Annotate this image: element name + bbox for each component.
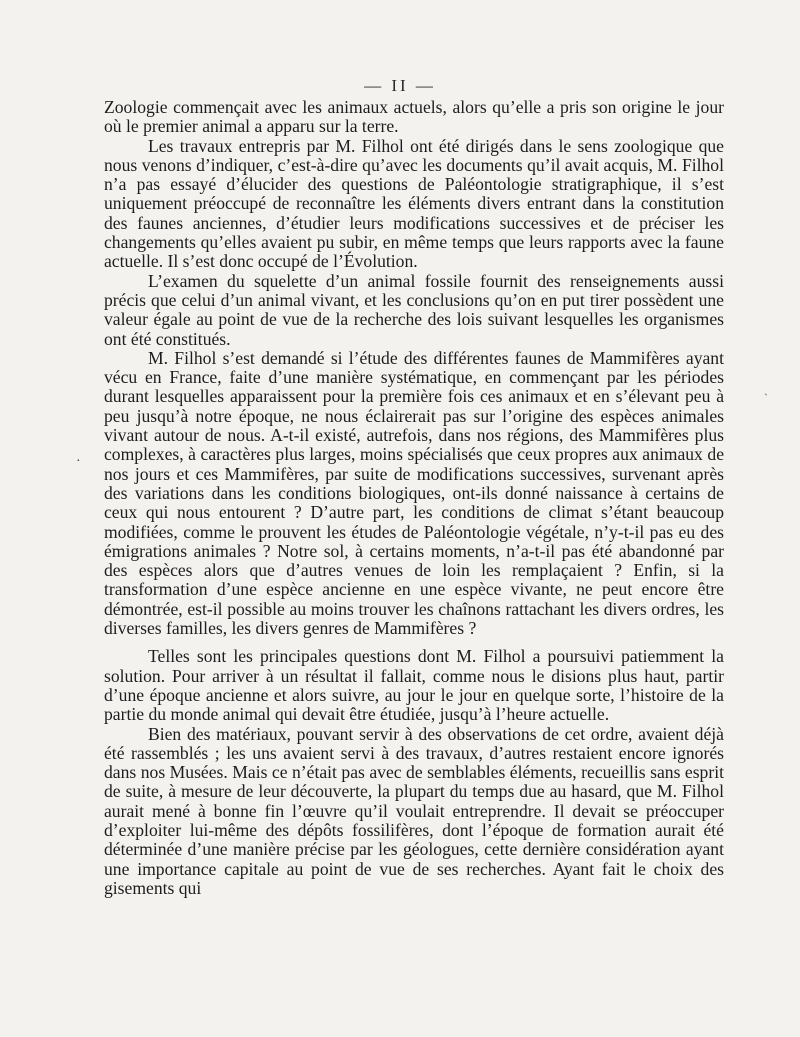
paragraph-3: L’examen du squelette d’un animal fossile fournit des renseignements aussi précis que celui d’un animal vivant, et les conclusions qu’on en put tirer possèdent une valeur égale au point de vue de la recherche des lois suivant lesquelles les organismes ont été constitués. [104, 270, 724, 349]
paragraph-2: Les travaux entrepris par M. Filhol ont été dirigés dans le sens zoologique que nous venons d’indiquer, c’est-à-dire qu’avec les documents qu’il avait acquis, M. Filhol n’a pas essayé d’élucider des questions de Paléontologie stratigraphique, il s’est uniquement préoccupé de reconnaître les éléments divers entrant dans la constitution des faunes anciennes, d’étudier leurs modifications successives et de préciser les changements qu’elles avaient pu subir, en même temps que leurs rapports avec la faune actuelle. Il s’est donc occupé de l’Évolution. [104, 135, 724, 272]
margin-dot: · [76, 454, 81, 469]
paragraph-6: Bien des matériaux, pouvant servir à des observations de cet ordre, avaient déjà été rassemblés ; les uns avaient servi à des travaux, d’autres restaient encore ignorés dans nos Musées. Mais ce n’était pas avec de semblables éléments, recueillis sans esprit de suite, à mesure de leur découverte, la plupart du temps due au hasard, que M. Filhol aurait mené à bonne fin l’œuvre qu’il voulait entreprendre. Il devait se préoccuper d’exploiter lui-même des dépôts fossilifères, dont l’époque de formation aurait été déterminée d’une manière précise par les géologues, cette dernière considération ayant une importance capitale au point de vue de ses recherches. Ayant fait le choix des gisements qui [104, 723, 724, 898]
paragraph-5: Telles sont les principales questions dont M. Filhol a poursuivi patiemment la solution. Pour arriver à un résultat il fallait, comme nous le disions plus haut, partir d’une époque ancienne et alors suivre, au jour le jour en quelque sorte, l’histoire de la partie du monde animal qui devait être étudiée, jusqu’à l’heure actuelle. [104, 646, 724, 725]
paragraph-4: M. Filhol s’est demandé si l’étude des différentes faunes de Mammifères ayant vécu en France, faite d’une manière systématique, en commençant par les périodes durant lesquelles apparaissent pour la première fois ces animaux et en s’élevant peu à peu jusqu’à notre époque, ne nous éclairerait pas sur l’origine des espèces animales vivant autour de nous. A-t-il existé, autrefois, dans nos régions, des Mammifères plus complexes, à caractères plus larges, moins spécialisés que ceux propres aux animaux de nos jours et ces Mammifères, par suite de modifications successives, survenant après des variations dans les conditions biologiques, ont-ils donné naissance à certains de ceux qui nous entourent ? D’autre part, les conditions de climat s’étant beaucoup modifiées, comme le prouvent les études de Paléontologie végétale, n’y-t-il pas eu des émigrations animales ? Notre sol, à certains moments, n’a-t-il pas été abandonné par des espèces alors que d’autres venues de loin les remplaçaient ? Enfin, si la transformation d’une espèce ancienne en une espèce vivante, ne peut encore être démontrée, est-il possible au moins trouver les chaînons rattachant les divers ordres, les diverses familles, les divers genres de Mammifères ? [104, 347, 724, 639]
body-text [104, 98, 724, 898]
page-number: — II — [364, 76, 436, 95]
margin-tick: ˋ [764, 391, 768, 405]
paragraph-1: Zoologie commençait avec les animaux actuels, alors qu’elle a pris son origine le jour où le premier animal a apparu sur la terre. [104, 97, 724, 137]
